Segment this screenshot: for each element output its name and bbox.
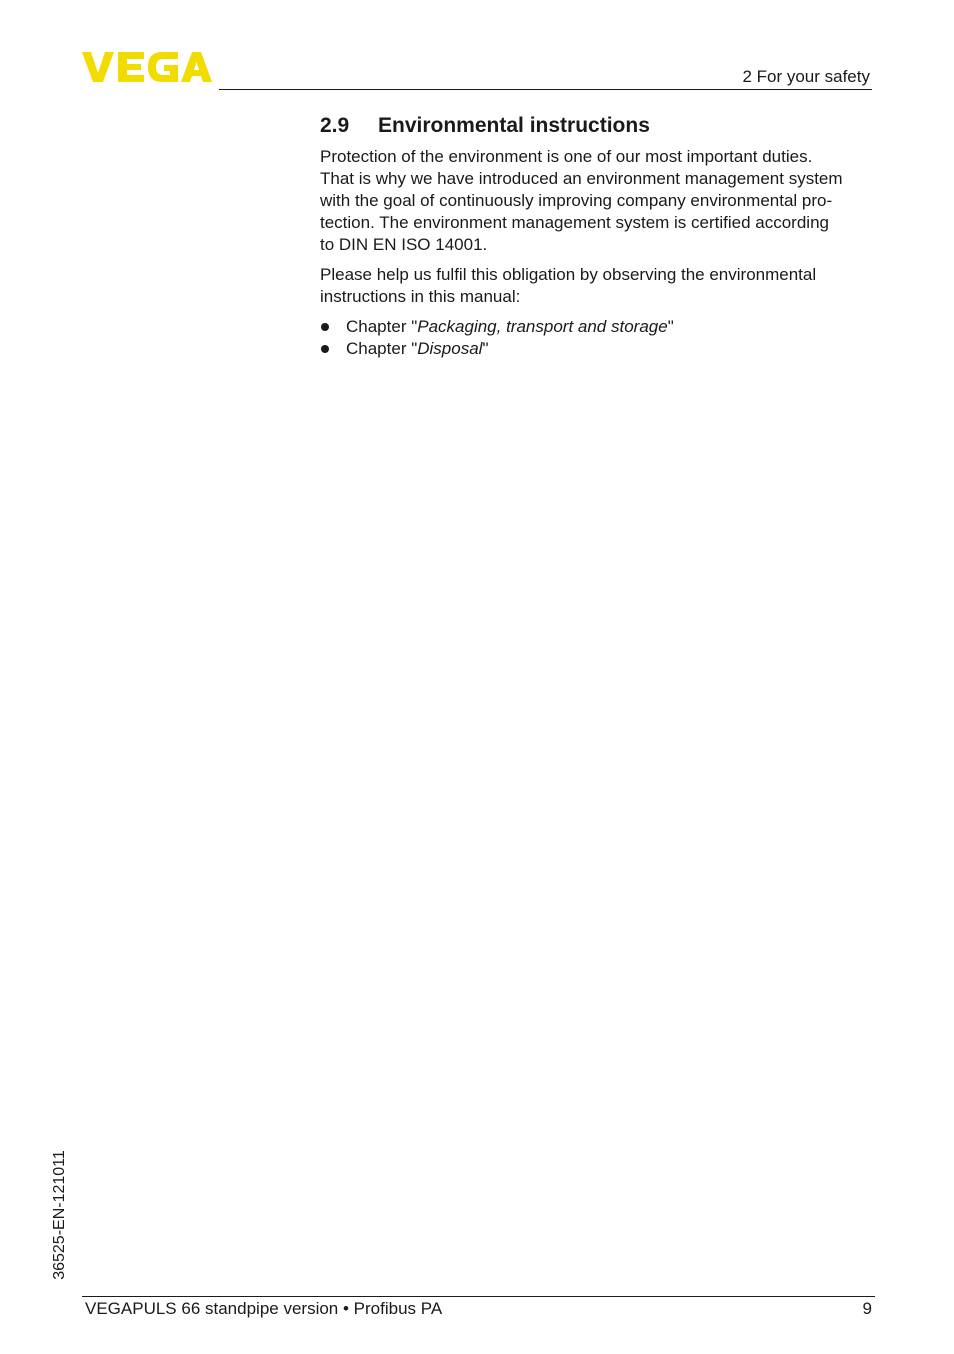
paragraph-line: Please help us fulfil this obligation by observing the environmental xyxy=(320,265,817,284)
chapter-reference-list xyxy=(320,316,875,360)
chapter-reference: Disposal xyxy=(417,339,483,358)
document-code: 36525-EN-121011 xyxy=(51,1150,68,1280)
vega-logo xyxy=(82,50,212,84)
list-item-prefix: Chapter " xyxy=(346,339,418,358)
paragraph-line: tection. The environment management system is certified according xyxy=(320,213,829,232)
list-item xyxy=(320,316,875,338)
section-title: Environmental instructions xyxy=(378,114,650,137)
paragraph-line: That is why we have introduced an environment management system xyxy=(320,169,843,188)
paragraph-line: instructions in this manual: xyxy=(320,287,521,306)
footer-product: VEGAPULS 66 standpipe version • Profibus PA xyxy=(85,1299,443,1318)
bullet-icon xyxy=(321,345,329,353)
main-content xyxy=(320,112,875,360)
paragraph-line: Protection of the environment is one of our most important duties. xyxy=(320,147,813,166)
request-paragraph xyxy=(320,264,875,308)
paragraph-line: to DIN EN ISO 14001. xyxy=(320,235,488,254)
intro-paragraph xyxy=(320,146,875,256)
header-divider xyxy=(219,89,872,90)
list-item-prefix: Chapter " xyxy=(346,317,418,336)
section-number: 2.9 xyxy=(320,114,350,137)
header-section-title: 2 For your safety xyxy=(742,67,870,86)
chapter-reference: Packaging, transport and storage xyxy=(417,317,668,336)
list-item-suffix: " xyxy=(482,339,489,358)
paragraph-line: with the goal of continuously improving company environmental pro- xyxy=(320,191,833,210)
footer-divider xyxy=(82,1296,875,1297)
bullet-icon xyxy=(321,323,329,331)
section-heading xyxy=(320,112,875,140)
list-item xyxy=(320,338,875,360)
page-number: 9 xyxy=(862,1299,872,1318)
list-item-suffix: " xyxy=(667,317,674,336)
